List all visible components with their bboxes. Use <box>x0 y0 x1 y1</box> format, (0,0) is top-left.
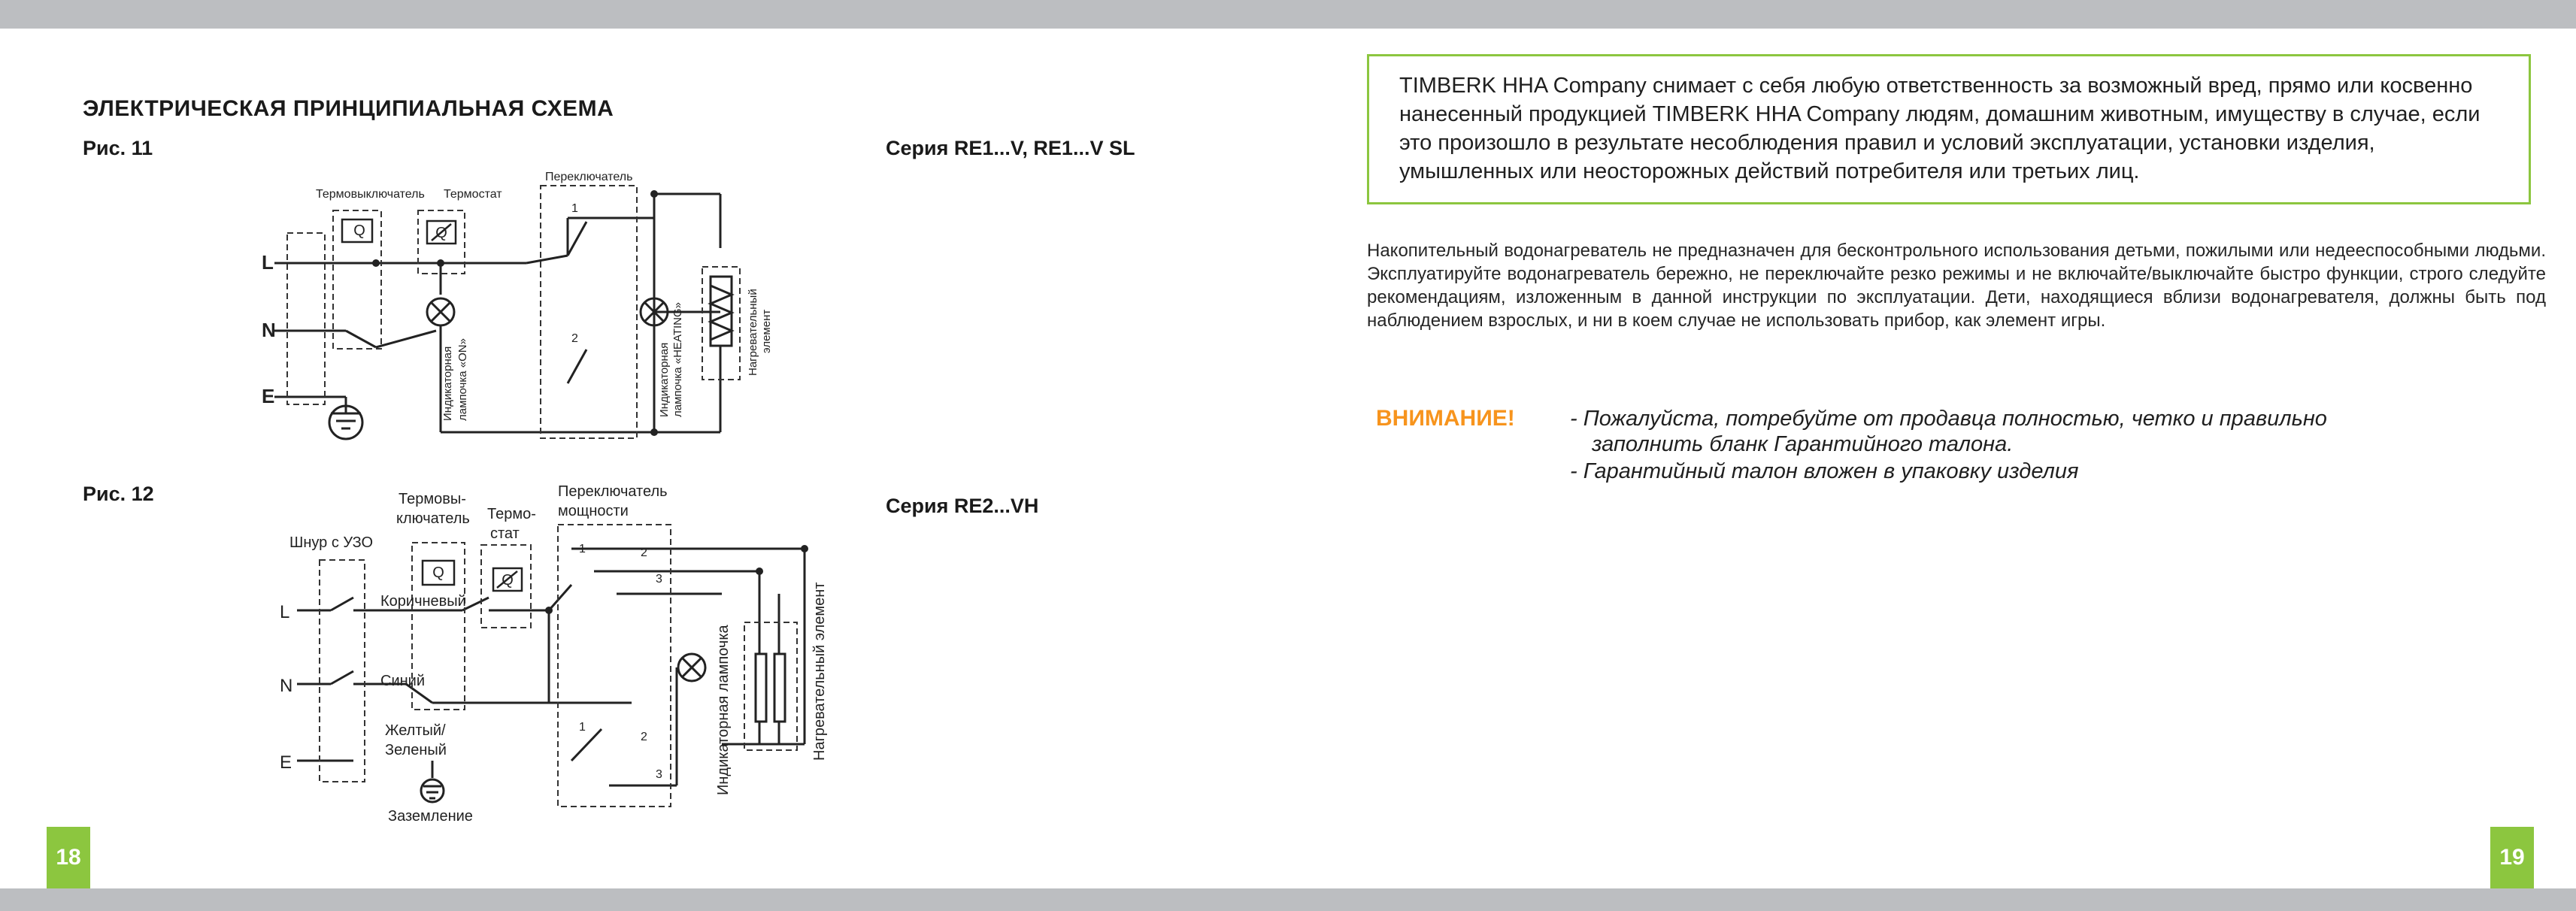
fig12-brown-label: Коричневый <box>380 593 466 610</box>
fig12-line-n: N <box>280 676 293 696</box>
fig11-contact-1: 1 <box>571 202 578 215</box>
fig12-blue-label: Синий <box>380 673 426 689</box>
fig12-line-e: E <box>280 752 292 773</box>
figure-12-series: Серия RE2...VH <box>886 495 1039 517</box>
fig11-line-n: N <box>262 319 276 341</box>
section-title: ЭЛЕКТРИЧЕСКАЯ ПРИНЦИПИАЛЬНАЯ СХЕМА <box>83 96 614 121</box>
fig12-thermal-switches-label-2: ключатель <box>396 510 470 527</box>
fig12-thermostat-label-2: стат <box>490 525 520 542</box>
fig12-contact-3: 3 <box>656 573 662 586</box>
fig11-heating-element-label: Нагревательный <box>747 289 759 376</box>
fig12-contact-1b: 1 <box>579 721 586 734</box>
fig11-indicator-heating-label: Индикаторная <box>658 342 671 417</box>
attention-item-2: - Гарантийный талон вложен в упаковку изделия <box>1570 459 2079 483</box>
page-number-right: 19 <box>2490 827 2534 888</box>
fig12-q-symbol-1: Q <box>432 564 444 581</box>
fig11-q-symbol-2: Q <box>435 225 447 241</box>
figure-12-label: Рис. 12 <box>83 483 154 505</box>
fig12-yellow-green-label-2: Зеленый <box>385 742 447 758</box>
fig11-thermal-switch-label: Термовыключатель <box>316 188 425 201</box>
fig11-line-l: L <box>262 251 274 274</box>
fig12-cord-rcd-label: Шнур с УЗО <box>289 534 374 551</box>
page-number-left: 18 <box>47 827 90 888</box>
fig12-contact-3b: 3 <box>656 768 662 781</box>
disclaimer-box: TIMBERK HHA Company снимает с себя любую ответственность за возможный вред, прямо или косвенно нанесенный продукцией TIMBERK HHA Company людям, домашним животным, имуществу в случае, если это произошло в результате несоблюдения правил и условий эксплуатации, установки изделия, умышленных или неосторожных действий потребителя или третьих лиц. <box>1367 54 2531 204</box>
fig12-contact-1: 1 <box>579 543 586 555</box>
fig11-indicator-on-label-2: лампочка «ON» <box>456 338 469 421</box>
attention-label: ВНИМАНИЕ! <box>1376 406 1515 431</box>
figure-11-label: Рис. 11 <box>83 137 153 159</box>
fig11-switch-label: Переключатель <box>545 171 633 183</box>
fig12-indicator-label: Индикаторная лампочка <box>715 625 732 795</box>
fig11-thermostat-label: Термостат <box>444 188 502 201</box>
fig11-contact-2: 2 <box>571 332 578 345</box>
attention-item-1: - Пожалуйста, потребуйте от продавца полностью, четко и правильно <box>1570 407 2327 431</box>
fig12-line-l: L <box>280 602 290 622</box>
fig12-contact-2: 2 <box>641 546 647 559</box>
figure-12-diagram <box>0 0 1278 911</box>
fig11-indicator-heating-label-2: лампочка «HEATING» <box>671 301 684 417</box>
fig11-heating-element-label-2: элемент <box>760 309 773 353</box>
fig12-q-symbol-2: Q <box>502 572 514 589</box>
fig11-indicator-on-label: Индикаторная <box>441 346 454 421</box>
fig12-ground-label: Заземление <box>388 808 473 825</box>
fig12-heating-element-label: Нагревательный элемент <box>811 582 828 761</box>
usage-warning-text: Накопительный водонагреватель не предназначен для бесконтрольного использования детьми, пожилыми или недееспособными людьми. Эксплуатируйте водонагреватель бережно, не переключайте резко режимы и не включайте/выключайте быстро функции, строго следуйте рекомендациям, изложенным в данной инструкции по эксплуатации. Дети, находящиеся вблизи водонагревателя, должны быть под наблюдением взрослых, и ни в коем случае не использовать прибор, как элемент игры. <box>1367 241 2546 331</box>
fig12-contact-2b: 2 <box>641 731 647 743</box>
fig12-power-switch-label-2: мощности <box>558 503 629 519</box>
fig12-thermostat-label: Термо- <box>487 506 536 522</box>
fig11-line-e: E <box>262 385 275 407</box>
attention-item-1-cont: заполнить бланк Гарантийного талона. <box>1592 432 2014 456</box>
fig11-q-symbol-1: Q <box>353 222 365 239</box>
figure-11-series: Серия RE1...V, RE1...V SL <box>886 137 1135 159</box>
fig12-yellow-green-label: Желтый/ <box>385 722 446 739</box>
fig12-power-switch-label: Переключатель <box>558 483 668 500</box>
fig12-thermal-switches-label: Термовы- <box>399 491 466 507</box>
